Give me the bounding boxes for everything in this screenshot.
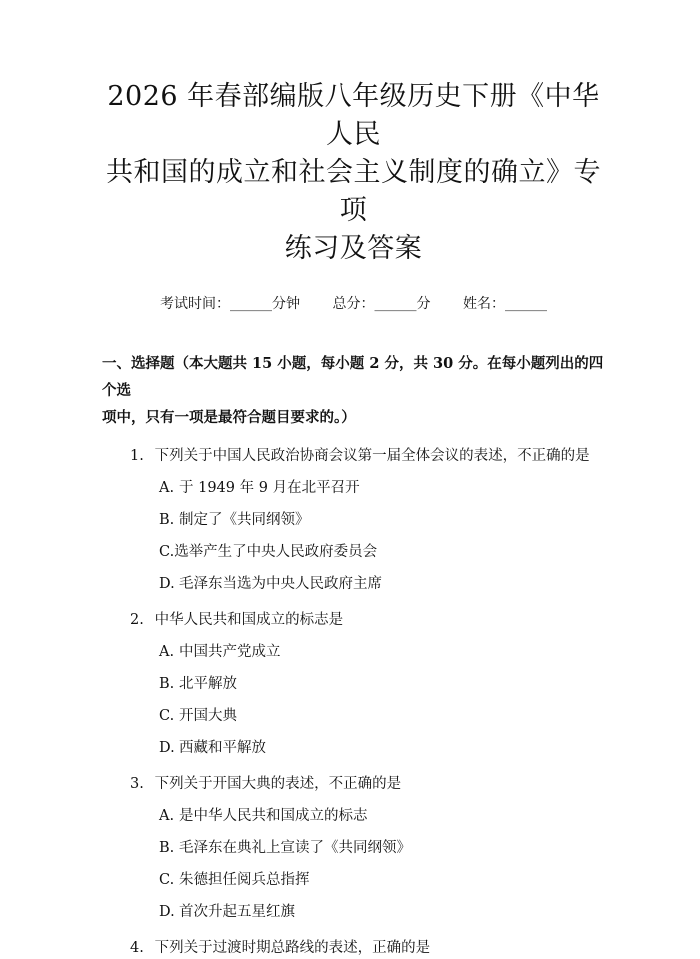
title-line: 共和国的成立和社会主义制度的确立》专项 [106,157,601,226]
option-letter: B. [159,676,175,692]
option-list [102,805,605,923]
option-b[interactable] [102,509,605,531]
option-b[interactable] [102,837,605,859]
document-title [102,78,605,268]
exam-time-field: 考试时间：______分钟 [160,296,301,312]
option-list [102,477,605,595]
option-text: 开国大典 [179,708,237,724]
option-d[interactable] [102,573,605,595]
title-line: 2026 年春部编版八年级历史下册《中华人民 [107,81,600,150]
option-c[interactable] [102,541,605,563]
option-letter: A. [159,808,175,824]
option-letter: C. [159,544,175,560]
option-c[interactable] [102,705,605,727]
option-a[interactable] [102,641,605,663]
option-text: 选举产生了中央人民政府委员会 [174,544,378,560]
option-text: 毛泽东当选为中央人民政府主席 [179,576,382,592]
question-text: 下列关于开国大典的表述，不正确的是 [154,776,402,792]
option-text: 于 1949 年 9 月在北平召开 [179,480,360,496]
question-number: 2. [130,612,144,628]
question-stem [102,773,605,795]
question-text: 下列关于中国人民政治协商会议第一届全体会议的表述，不正确的是 [154,448,590,464]
option-letter: D. [159,576,175,592]
question-stem [102,937,605,959]
option-letter: B. [159,840,175,856]
exam-meta-row [102,294,605,314]
option-letter: C. [159,872,175,888]
option-letter: B. [159,512,175,528]
question-stem [102,609,605,631]
question-3 [102,773,605,923]
title-line: 练习及答案 [284,233,423,264]
question-text: 下列关于过渡时期总路线的表述，正确的是 [154,940,431,956]
option-d[interactable] [102,901,605,923]
question-number: 1. [130,448,144,464]
student-name-field: 姓名：______ [462,296,547,312]
section-heading-line: 项中，只有一项是最符合题目要求的。） [102,409,356,426]
section-heading-choice [102,350,605,431]
option-text: 是中华人民共和国成立的标志 [179,808,368,824]
option-c[interactable] [102,869,605,891]
option-b[interactable] [102,673,605,695]
option-text: 毛泽东在典礼上宣读了《共同纲领》 [179,840,411,856]
option-letter: A. [159,480,175,496]
option-text: 首次升起五星红旗 [179,904,295,920]
option-d[interactable] [102,737,605,759]
question-2 [102,609,605,759]
total-score-field: 总分：______分 [332,296,431,312]
question-4 [102,937,605,959]
question-number: 3. [130,776,144,792]
option-letter: C. [159,708,175,724]
option-text: 西藏和平解放 [179,740,266,756]
section-heading-line: 一、选择题（本大题共 15 小题，每小题 2 分，共 30 分。在每小题列出的四个选 [102,355,604,399]
option-list [102,641,605,759]
option-a[interactable] [102,805,605,827]
option-text: 中国共产党成立 [179,644,281,660]
option-letter: D. [159,740,175,756]
option-letter: A. [159,644,175,660]
option-a[interactable] [102,477,605,499]
option-letter: D. [159,904,175,920]
question-number: 4. [130,940,144,956]
question-text: 中华人民共和国成立的标志是 [154,612,344,628]
question-1 [102,445,605,595]
option-text: 北平解放 [179,676,237,692]
question-stem [102,445,605,467]
option-text: 制定了《共同纲领》 [179,512,310,528]
option-text: 朱德担任阅兵总指挥 [179,872,310,888]
